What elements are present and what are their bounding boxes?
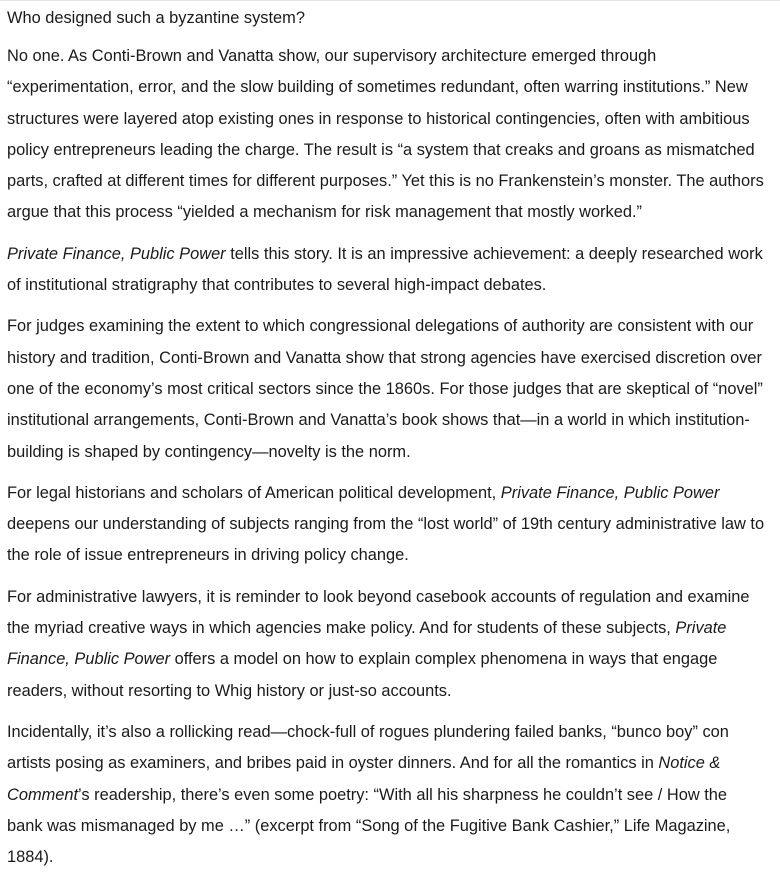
- text-fragment: For legal historians and scholars of American political development,: [7, 483, 501, 502]
- book-title: Private Finance, Public Power: [500, 483, 720, 502]
- text-line: No one. As Conti-Brown and Vanatta show, our supervisory architecture emerged through: [7, 47, 657, 65]
- text-line: Incidentally, it’s also a rollicking read—chock-full of rogues plundering failed banks, “bunco boy” con: [7, 722, 729, 741]
- text-line: one of the economy’s most critical sectors since the 1860s. For those judges that are skeptical of “novel”: [7, 379, 763, 398]
- text-line: building is shaped by contingency—novelty is the norm.: [7, 442, 411, 461]
- book-title: Finance, Public Power: [7, 650, 171, 669]
- text-line: the role of issue entrepreneurs in driving policy change.: [7, 546, 409, 565]
- text-line: For judges examining the extent to which congressional delegations of authority are consistent with our: [7, 317, 754, 336]
- text-line: structures were layered atop existing ones in response to historical contingencies, often with ambitious: [7, 109, 750, 128]
- text-fragment: offers a model on how to explain complex phenomena in ways that engage: [170, 650, 718, 669]
- text-line: [7, 780, 780, 811]
- text-line: bank was mismanaged by me …” (excerpt from “Song of the Fugitive Bank Cashier,” Life Magazine,: [7, 816, 731, 835]
- text-line: history and tradition, Conti-Brown and Vanatta show that strong agencies have exercised discretion over: [7, 348, 762, 367]
- paragraph-rollicking-read: [7, 717, 780, 873]
- text-line: For administrative lawyers, it is reminder to look beyond casebook accounts of regulation and examine: [7, 587, 750, 606]
- text-line: [7, 478, 780, 509]
- publication-title: Comment: [7, 785, 79, 804]
- text-line: policy entrepreneurs leading the charge. The result is “a system that creaks and groans as mismatched: [7, 140, 755, 159]
- text-line: [7, 644, 780, 675]
- text-line: “experimentation, error, and the slow building of sometimes redundant, often warring institutions.” New: [7, 78, 748, 97]
- text-line: [7, 239, 780, 270]
- book-title: Private Finance, Public Power: [7, 244, 226, 263]
- lead-question: Who designed such a byzantine system?: [7, 9, 305, 27]
- text-line: 1884).: [7, 848, 54, 867]
- paragraph-origins: [7, 41, 780, 229]
- paragraph-historians: [7, 478, 780, 572]
- article-body: [7, 7, 780, 883]
- text-line: argue that this process “yielded a mechanism for risk management that mostly worked.”: [7, 203, 642, 222]
- text-line: institutional arrangements, Conti-Brown and Vanatta’s book shows that—in a world in which institution-: [7, 411, 750, 430]
- text-fragment: ’s readership, there’s even some poetry: “With all his sharpness he couldn’t see / How the: [78, 785, 728, 804]
- publication-title: Notice &: [658, 754, 721, 773]
- text-line: of institutional stratigraphy that contributes to several high-impact debates.: [7, 276, 547, 295]
- text-line: readers, without resorting to Whig history or just-so accounts.: [7, 681, 452, 700]
- text-fragment: the myriad creative ways in which agencies make policy. And for students of these subjects,: [7, 619, 676, 638]
- paragraph-judges: [7, 311, 780, 467]
- paragraph-book-intro: [7, 239, 780, 302]
- text-fragment: tells this story. It is an impressive achievement: a deeply researched work: [225, 244, 763, 263]
- text-line: [7, 613, 780, 644]
- text-fragment: artists posing as examiners, and bribes paid in oyster dinners. And for all the romantics in: [7, 754, 659, 773]
- text-line: parts, crafted at different times for different purposes.” Yet this is no Frankenstein’s monster. The authors: [7, 172, 764, 191]
- text-line: [7, 748, 780, 779]
- book-title: Private: [675, 619, 727, 638]
- paragraph-lawyers: [7, 582, 780, 707]
- text-line: deepens our understanding of subjects ranging from the “lost world” of 19th century administrative law to: [7, 515, 765, 534]
